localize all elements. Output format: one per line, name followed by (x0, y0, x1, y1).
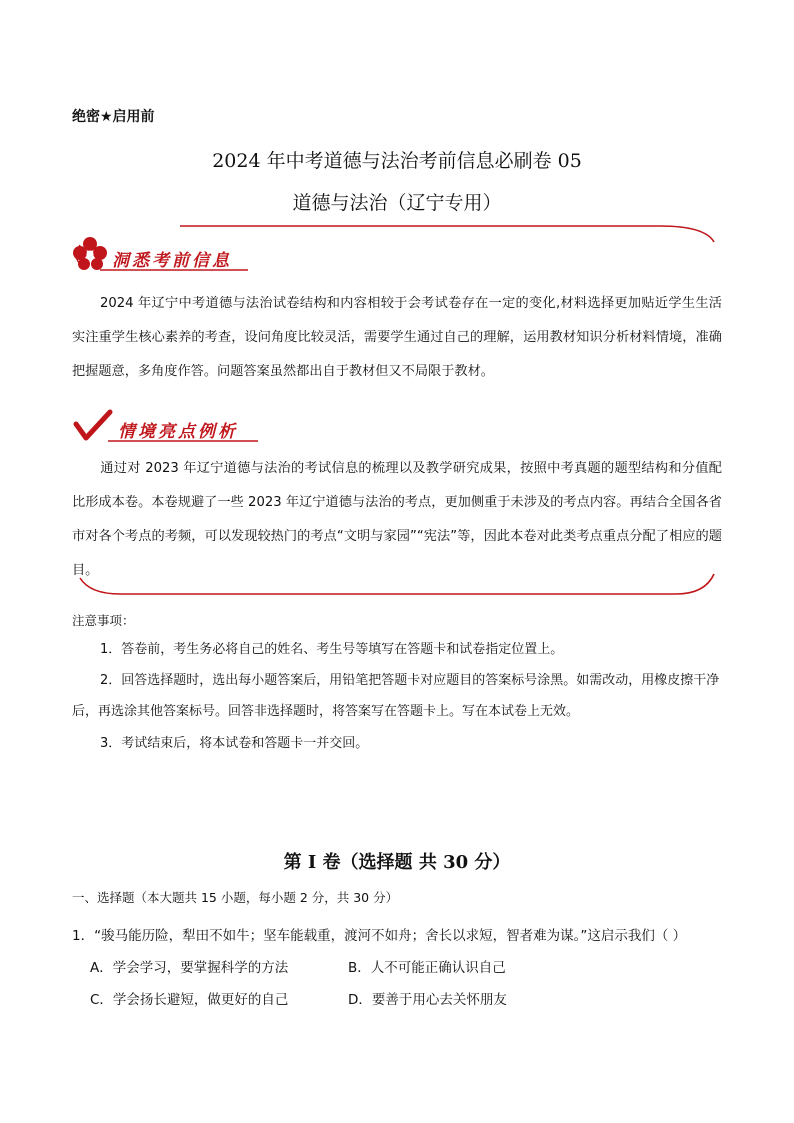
banner-exam-info: 洞悉考前信息 (112, 251, 232, 271)
note-item-2: 2．回答选择题时，选出每小题答案后，用铅笔把答题卡对应题目的答案标号涂黑。如需改动，用橡皮擦干净后，再选涂其他答案标号。回答非选择题时，将答案写在答题卡上。写在本试卷上无效。 (72, 673, 720, 719)
notes-heading: 注意事项： (72, 613, 135, 628)
note-item-1: 1．答卷前，考生务必将自己的姓名、考生号等填写在答题卡和试卷指定位置上。 (100, 642, 564, 657)
exam-info-text: 2024 年辽宁中考道德与法治试卷结构和内容相较于会考试卷存在一定的变化,材料选择更加贴近学生生活实注重学生核心素养的考查，设问角度比较灵活，需要学生通过自己的理解，运用教材知识分析材料情境，准确把握题意，多角度作答。问题答案虽然都出自于教材但又不局限于教材。 (72, 296, 722, 379)
question-1-option-a: A．学会学习，要掌握科学的方法 (90, 960, 289, 976)
highlights-paragraph (72, 452, 722, 588)
question-1-option-b: B．人不可能正确认识自己 (348, 960, 506, 976)
exam-title: 2024 年中考道德与法治考前信息必刷卷 05 (212, 150, 582, 172)
part-title: 第 I 卷（选择题 共 30 分） (283, 852, 511, 873)
question-1-stem: 1．“骏马能历险，犁田不如牛；坚车能载重，渡河不如舟；舍长以求短，智者难为谋。”这启示我们（ ） (72, 928, 687, 944)
exam-subtitle: 道德与法治（辽宁专用） (292, 192, 502, 214)
section-heading: 一、选择题（本大题共 15 小题，每小题 2 分，共 30 分） (72, 890, 399, 905)
banner-highlights: 情境亮点例析 (118, 422, 238, 442)
highlights-text: 通过对 2023 年辽宁道德与法治的考试信息的梳理以及教学研究成果，按照中考真题的题型结构和分值配比形成本卷。本卷规避了一些 2023 年辽宁道德与法治的考点，更加侧重于未涉及的考点内容。再结合全国各省市对各个考点的考频，可以发现较热门的考点“文明与家园”“宪法”等，因此本卷对此类考点重点分配了相应的题目。 (72, 461, 722, 578)
note-item-3: 3．考试结束后，将本试卷和答题卡一并交回。 (100, 736, 369, 751)
checkmark-icon (72, 408, 114, 442)
question-1-option-c: C．学会扬长避短，做更好的自己 (90, 992, 289, 1008)
exam-info-paragraph (72, 287, 722, 389)
confidential-label: 绝密★启用前 (72, 109, 155, 125)
flower-icon (72, 236, 108, 272)
question-1-option-d: D．要善于用心去关怀朋友 (348, 992, 507, 1008)
